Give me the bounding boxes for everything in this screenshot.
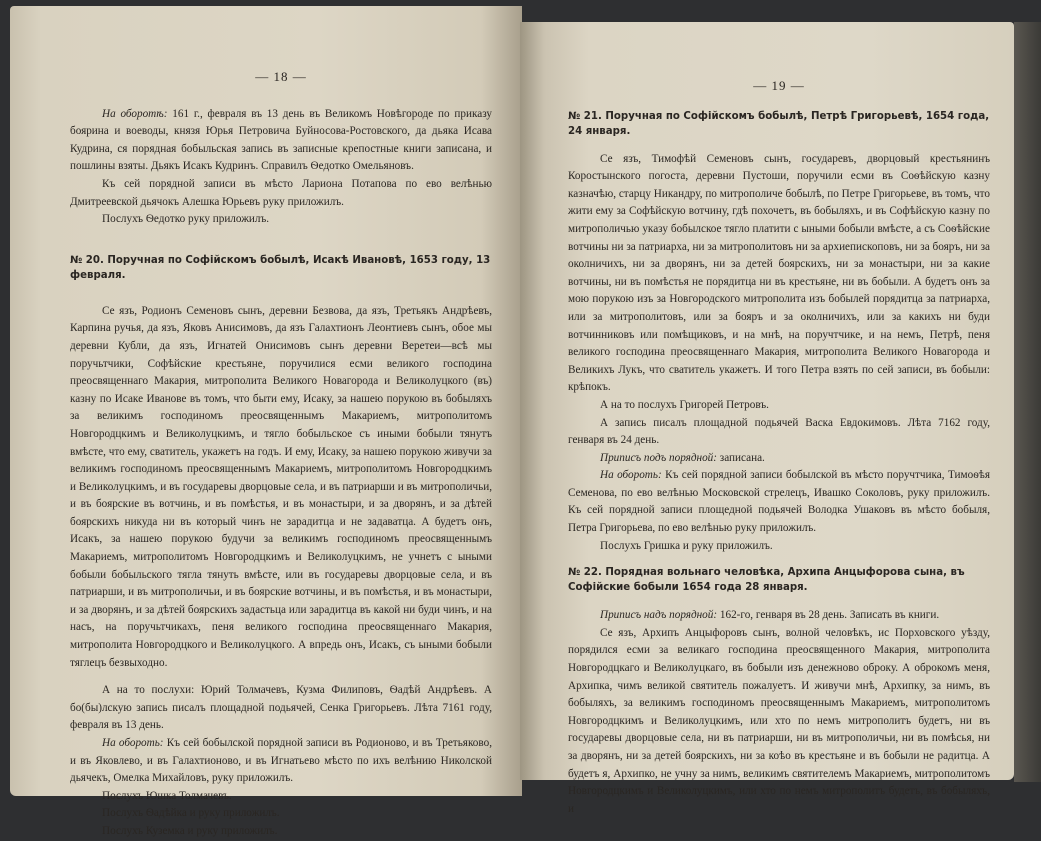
paragraph-text: Къ сей порядной записи бобылской въ мѣсто поручтчика, Тимоѳѣя Семенова, по ево велѣнью Московской стрелецъ, Ивашко Соколовъ, руку приложилъ. Къ сей порядной записи площедной подьячей Володка Ушаковъ въ мѣсто бобыля, Петра Григорьева, по ево велѣнью руку приложилъ.	[568, 469, 991, 535]
document-21-heading: № 21. Поручная по Софійскомъ бобылѣ, Петрѣ Григорьевѣ, 1654 года, 24 января.	[568, 110, 990, 137]
paragraph-text: Послухъ Ѳадѣйка и руку приложилъ.	[102, 807, 280, 820]
paragraph	[70, 788, 492, 806]
italic-lead: На обороть:	[102, 737, 164, 749]
left-page	[10, 6, 522, 837]
paragraph-text: Послухъ Юшка Толмачевъ.	[102, 789, 232, 802]
paragraph-text: Се язъ, Родионъ Семеновъ сынъ, деревни Безвова, да язъ, Третьякъ Андрѣевъ, Карпина ручья, да язъ, Яковъ Анисимовъ, да язъ Галахтионъ Леонтиевъ сынъ, обое мы деревни Кубли, да язъ, Игнатей Онисимовъ сынъ деревни Веретеи—всѣ мы поручьтчики, Софѣйские крестьяне, поручилися есми великого господина преосвященнаго Макария, митрополита Великого Новагорода и Великолуцкого (въ) казну по Исаке Иванове въ томъ, что быти ему, Исаку, за нашею порукою въ бобыляхъ за великимъ господиномъ преосвященнымъ Макариемъ, митрополитомъ Новгородцкимъ и Великолуцкимъ, и тягло бобыльское съ иными бобыли тянутъ вмѣсте, что ему, сватитель, укажетъ на годъ. И ему, Исаку, за нашею порукою живучи за великимъ господиномъ преосвященнымъ Макариемъ, митрополитомъ Новгородцкимъ и Великолуцкимъ, и въ государевы дворцовые села, и въ патриарши и въ митрополичьи, и въ боярские въ вотчинь, и въ помѣстья, и въ монастыри, и за дворянъ, и за дѣтей боярскихъ никуда ни въ который чинъ не зарадитца и не задаватца. А будетъ онъ, Исакъ, за нашею порукою будучи за великимъ господиномъ преосвященнымъ Макариемъ, митрополитомъ Новгородцкимъ и Великолуцкимъ, не учнетъ с ыными бобыли бобыльского тягла тянуть вмѣсте, или въ государевы дворцовые села, и въ патриарши, и въ митрополичьи, и въ боярские вотчины, и въ помѣстья, и въ монастыри, и за дворянъ, и за дѣтей боярскихъ задастьца или зарадитца въ какой ни буди чинъ, и на насъ, на поручьтчикахъ, пеня великого господина преосвященнаго Макария, митрополита Новгородцкого и Великолуцкого. А впредь онъ, Исакъ, съ ыными бобыли тяглецъ безвыходно.	[70, 304, 492, 669]
paragraph	[70, 211, 492, 229]
paragraph	[568, 538, 990, 556]
paragraph	[568, 415, 990, 450]
document-21-body	[568, 151, 990, 556]
document-22-body	[568, 607, 990, 818]
paragraph-text: Послухъ Ѳедотко руку приложилъ.	[102, 213, 270, 226]
italic-lead: На оборотѣ:	[102, 107, 168, 120]
paragraph-text: 162-го, генваря въ 28 день. Записать въ книги.	[719, 609, 940, 622]
paragraph-text: Послухъ Куземка и руку приложилъ.	[102, 824, 278, 837]
document-20-heading: № 20. Поручная по Софійскомъ бобылѣ, Исакѣ Ивановѣ, 1653 году, 13 февраля.	[70, 254, 491, 281]
paragraph-text: Къ сей порядной записи въ мѣсто Лариона Потапова по ево велѣнью Дмитреевской дьячокъ Алешка Юрьевъ руку приложилъ.	[70, 177, 492, 208]
paragraph	[70, 805, 492, 823]
page-number-left: — 18 —	[255, 69, 307, 84]
paragraph	[70, 823, 492, 841]
book-edge	[1014, 22, 1041, 782]
paragraph	[568, 397, 990, 415]
paragraph	[70, 106, 492, 176]
paragraph-text: А запись писалъ площадной подьячей Васка Евдокимовъ. Лѣта 7162 году, генваря въ 24 день.	[568, 416, 990, 447]
paragraph-text: Къ сей бобылской порядной записи въ Родионово, и въ Третьяково, и въ Яковлево, и въ Галахтионово, и въ Игнатьево мѣсто по ихъ велѣнию Николской дьячекъ, Омелка Михайловъ, руку приложилъ.	[70, 737, 492, 785]
page-number-right: — 19 —	[753, 78, 805, 93]
paragraph	[568, 607, 990, 625]
paragraph	[70, 682, 492, 735]
paragraph	[568, 151, 990, 397]
paragraph-text: 161 г., февраля въ 13 день въ Великомъ Новѣгороде по приказу боярина и воеводы, князя Юрья Петровича Буйносова-Ростовского, да дьяка Исава Кудрина, ся порядная бобыльская запись въ записные крепостные книги записана, и пошлины взяты. Дьякъ Исакъ Кудринъ. Справилъ Ѳедотко Омельяновъ.	[70, 107, 492, 173]
paragraph-text: А на то послухъ Григорей Петровъ.	[600, 398, 769, 411]
right-page	[520, 22, 1014, 815]
paragraph-gap	[70, 672, 492, 682]
document-20-body	[70, 303, 492, 841]
italic-lead: Приписъ надъ порядной:	[600, 609, 718, 622]
paragraph	[568, 625, 990, 819]
paragraph-text: Се язъ, Архипъ Анцыфоровъ сынъ, волной человѣкъ, ис Порховского уѣзду, порядился есми за великаго господина преосвященного Макария, митрополита Новгородцкаго и Великолуцкаго, въ бобыли изъ денежново оброку. А оброкомъ меня, Архипка, чимъ великой святитель пожалуетъ. И живучи мнѣ, Архипку, за нимъ, въ бобыляхъ, за великимъ господиномъ преосвященнымъ Макариемъ, митрополитомъ Новгородцкимъ и Великолуцкимъ, или хто по немъ митрополитъ будетъ, ни въ государевы дворцовые села, ни въ патриарши, ни въ митрополичьи, ни въ помѣсья, ни за дворянъ, ни за детей боярскихъ, ни за коѣо въ крестьяне и въ бобыли не радитца. А будетъ я, Архипко, не учну за нимъ, великимъ святителемъ Макариемъ, митрополитомъ Новгородцкимъ и Великолуцкимъ, или хто по немъ митрополитъ будетъ, въ бобыляхъ, и	[568, 626, 990, 815]
paragraph	[568, 450, 990, 468]
paragraph	[70, 176, 492, 211]
document-22-heading: № 22. Порядная вольнаго человѣка, Архипа Анцыфорова сына, въ Софійские бобыли 1654 года 28 января.	[568, 567, 965, 594]
paragraph	[568, 467, 990, 537]
paragraph	[70, 303, 492, 672]
paragraph-text: Се язъ, Тимофѣй Семеновъ сынъ, государевъ, дворцовый крестьянинъ Коростынского погоста, деревни Пустоши, поручили есми въ Соѳѣйскую казну казначѣю, старцу Никандру, по митрополиче бобылѣ, по Петре Григорьеве, въ томъ, что жити ему за Софѣйскую вотчину, гдѣ похочетъ, въ бобыляхъ, и въ Софѣйскую казну по митрополичью указу бобылское тягло платити с ыными бобыли вмѣсте, а съ Соѳѣйские вотчины ни за патриарха, ни за митрополитовъ ни за архиепископовъ, ни за бояръ, ни за околничихъ, ни за дворянъ, ни за детей боярскихъ, ни за монастыри, ни за какие вотчины, ни въ помѣстья не порядитца ни въ крестьяне, ни въ бобыли. А будетъ онъ за мою порукою изъ за Новгородского митрополита изъ бобылей порядитца за патриарха, или за митрополитовъ, или за бояръ и за околничихъ, или за какихъ ни буди вотчинниковъ или помѣщиковъ, и на мнѣ, на поручтчике, и на немъ, Петрѣ, пеня великого господина преосвященнаго Макария, митрополита Великого Новагорода и Великихъ Лукъ, что сватитель укажетъ. И того Петра взять по сей записи, въ бобыли: крѣпокъ.	[568, 152, 990, 394]
italic-lead: На обороть:	[600, 469, 662, 482]
left-top-text	[70, 106, 492, 229]
paragraph-text: А на то послухи: Юрий Толмачевъ, Кузма Филиповъ, Ѳадѣй Андрѣевъ. А бо(бы)лскую запись писалъ площадной подьячей, Сенка Григорьевъ. Лѣта 7161 году, февраля въ 13 день.	[70, 684, 492, 732]
paragraph-text: Послухъ Гришка и руку приложилъ.	[600, 539, 773, 552]
paragraph	[70, 735, 492, 788]
paragraph-text: записана.	[719, 451, 765, 464]
italic-lead: Приписъ подъ порядной:	[600, 451, 717, 464]
